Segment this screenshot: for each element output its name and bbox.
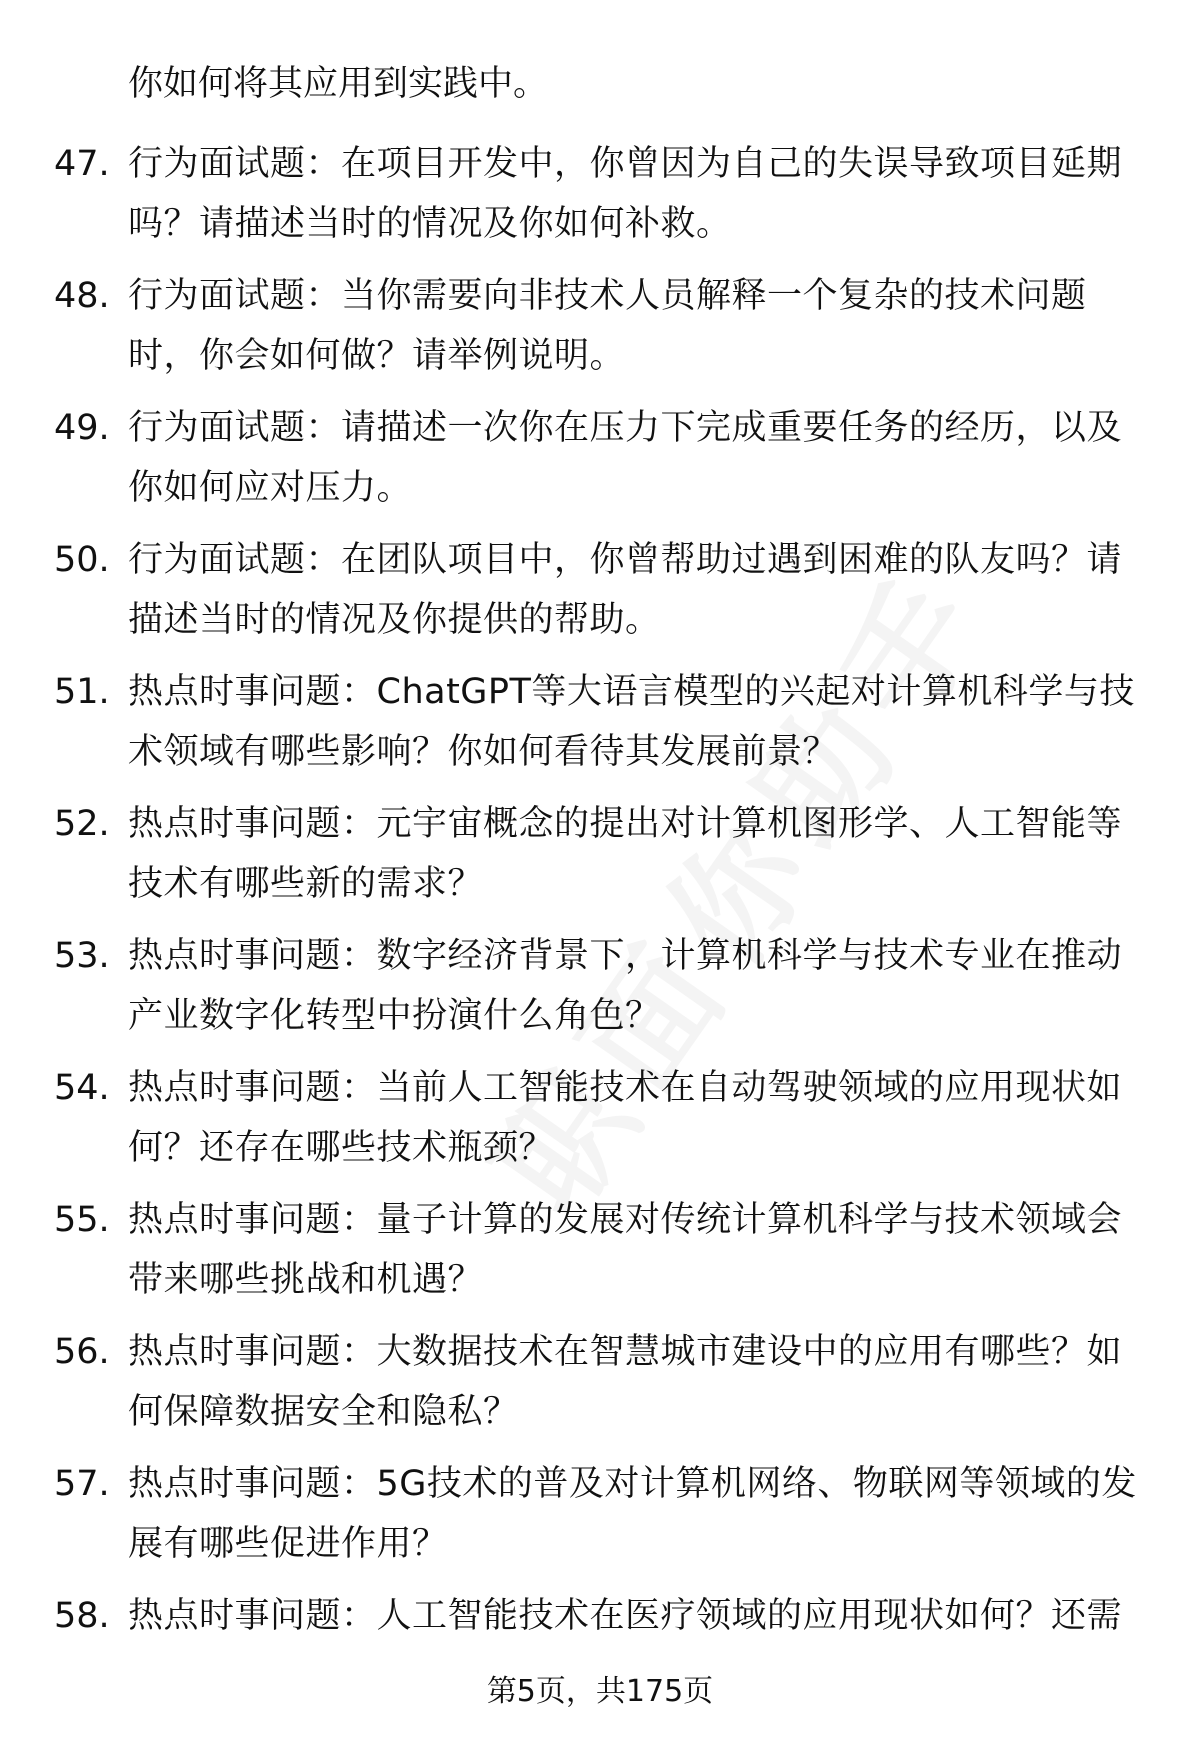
question-text: 热点时事问题：量子计算的发展对传统计算机科学与技术领域会带来哪些挑战和机遇？ — [128, 1200, 1123, 1300]
page-footer: 第5页，共175页 — [486, 1674, 714, 1709]
question-number: 54. — [54, 1068, 110, 1108]
question-text: 行为面试题：请描述一次你在压力下完成重要任务的经历，以及你如何应对压力。 — [128, 408, 1123, 508]
question-text: 热点时事问题：当前人工智能技术在自动驾驶领域的应用现状如何？还存在哪些技术瓶颈？ — [128, 1068, 1123, 1168]
list-item — [0, 1322, 1200, 1442]
question-text: 热点时事问题：数字经济背景下，计算机科学与技术专业在推动产业数字化转型中扮演什么角色？ — [128, 936, 1123, 1036]
list-item — [0, 1454, 1200, 1574]
question-text: 行为面试题：当你需要向非技术人员解释一个复杂的技术问题时，你会如何做？请举例说明。 — [128, 276, 1087, 376]
list-item — [0, 1058, 1200, 1178]
question-text: 热点时事问题：大数据技术在智慧城市建设中的应用有哪些？如何保障数据安全和隐私？ — [128, 1332, 1123, 1432]
question-text: 行为面试题：在团队项目中，你曾帮助过遇到困难的队友吗？请描述当时的情况及你提供的帮助。 — [128, 540, 1123, 640]
question-number: 56. — [54, 1332, 110, 1372]
question-text: 热点时事问题：5G技术的普及对计算机网络、物联网等领域的发展有哪些促进作用？ — [128, 1464, 1137, 1564]
continuation-text: 你如何将其应用到实践中。 — [128, 64, 549, 104]
list-item — [0, 926, 1200, 1046]
question-number: 50. — [54, 540, 110, 580]
question-text: 热点时事问题：ChatGPT等大语言模型的兴起对计算机科学与技术领域有哪些影响？你如何看待其发展前景？ — [128, 672, 1135, 772]
question-number: 53. — [54, 936, 110, 976]
question-text: 热点时事问题：元宇宙概念的提出对计算机图形学、人工智能等技术有哪些新的需求？ — [128, 804, 1123, 904]
question-number: 47. — [54, 144, 110, 184]
list-item — [0, 266, 1200, 386]
question-number: 57. — [54, 1464, 110, 1504]
list-item — [0, 1190, 1200, 1310]
question-number: 48. — [54, 276, 110, 316]
question-number: 51. — [54, 672, 110, 712]
list-item — [0, 530, 1200, 650]
question-number: 55. — [54, 1200, 110, 1240]
question-number: 49. — [54, 408, 110, 448]
question-text: 热点时事问题：人工智能技术在医疗领域的应用现状如何？还需 — [128, 1596, 1123, 1636]
list-item — [0, 662, 1200, 782]
list-item — [0, 794, 1200, 914]
question-number: 58. — [54, 1596, 110, 1636]
list-item — [0, 398, 1200, 518]
question-number: 52. — [54, 804, 110, 844]
question-list — [0, 134, 1200, 1718]
question-text: 行为面试题：在项目开发中，你曾因为自己的失误导致项目延期吗？请描述当时的情况及你如何补救。 — [128, 144, 1123, 244]
list-item — [0, 134, 1200, 254]
